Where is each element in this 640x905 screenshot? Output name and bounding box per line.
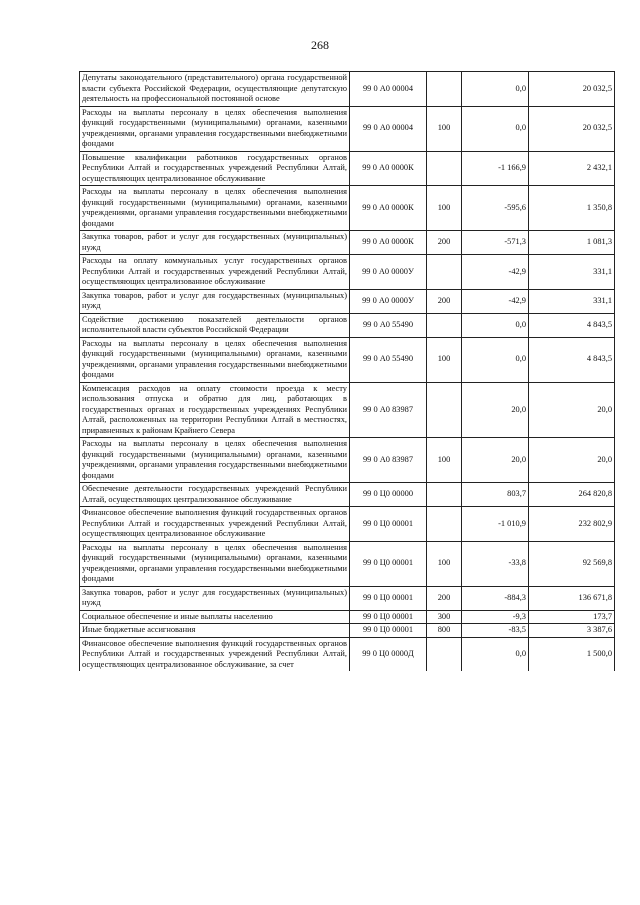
row-change-cell: 0,0	[462, 72, 529, 107]
row-total-cell: 20 032,5	[529, 106, 615, 151]
row-total-cell: 2 432,1	[529, 151, 615, 186]
row-name-cell: Содействие достижению показателей деятельности органов исполнительной власти субъектов Российской Федерации	[80, 313, 350, 337]
row-change-cell: 0,0	[462, 637, 529, 671]
row-code-cell: 99 0 Ц0 00001	[350, 586, 427, 610]
row-type-cell: 200	[427, 289, 462, 313]
row-change-cell: 0,0	[462, 106, 529, 151]
row-code-cell: 99 0 А0 83987	[350, 438, 427, 483]
table-row	[80, 337, 615, 382]
row-code-cell: 99 0 А0 00004	[350, 72, 427, 107]
page-number: 268	[311, 38, 329, 52]
row-total-cell: 4 843,5	[529, 313, 615, 337]
row-change-cell: -1 010,9	[462, 507, 529, 542]
row-name-cell: Повышение квалификации работников государственных органов Республики Алтай и государственных учреждений Республики Алтай, осуществляющих централизованное обслуживание	[80, 151, 350, 186]
row-total-cell: 173,7	[529, 610, 615, 624]
row-type-cell	[427, 72, 462, 107]
row-total-cell: 1 500,0	[529, 637, 615, 671]
row-name-cell: Компенсация расходов на оплату стоимости проезда к месту использования отпуска и обратно для лиц, работающих в государственных органах и государственных учреждениях Республики Алтай, расположенных на территории Республики Алтай в местностях, приравненных к районам Крайнего Севера	[80, 382, 350, 438]
row-name-cell: Финансовое обеспечение выполнения функций государственных органов Республики Алтай и государственных учреждений Республики Алтай, осуществляющих централизованное обслуживание	[80, 507, 350, 542]
row-name-cell: Финансовое обеспечение выполнения функций государственных органов Республики Алтай и государственных учреждений Республики Алтай, осуществляющих централизованное обслуживание, за счет	[80, 637, 350, 671]
row-change-cell: -595,6	[462, 186, 529, 231]
row-total-cell: 264 820,8	[529, 483, 615, 507]
row-change-cell: -83,5	[462, 624, 529, 638]
row-type-cell: 200	[427, 231, 462, 255]
table-row	[80, 586, 615, 610]
row-code-cell: 99 0 А0 0000У	[350, 255, 427, 290]
table-row	[80, 255, 615, 290]
row-name-cell: Депутаты законодательного (представительного) органа государственной власти субъекта Российской Федерации, осуществляющие депутатскую деятельность на профессиональной постоянной основе	[80, 72, 350, 107]
row-type-cell: 100	[427, 186, 462, 231]
row-type-cell	[427, 637, 462, 671]
row-total-cell: 331,1	[529, 255, 615, 290]
row-code-cell: 99 0 А0 00004	[350, 106, 427, 151]
budget-table-body	[80, 72, 615, 672]
table-row	[80, 313, 615, 337]
row-code-cell: 99 0 Ц0 00000	[350, 483, 427, 507]
table-row	[80, 106, 615, 151]
row-name-cell: Закупка товаров, работ и услуг для государственных (муниципальных) нужд	[80, 586, 350, 610]
row-code-cell: 99 0 Ц0 00001	[350, 610, 427, 624]
row-type-cell	[427, 151, 462, 186]
table-row	[80, 438, 615, 483]
row-name-cell: Расходы на выплаты персоналу в целях обеспечения выполнения функций государственными (муниципальными) органами, казенными учреждениями, органами управления государственными внебюджетными фондами	[80, 438, 350, 483]
row-type-cell	[427, 507, 462, 542]
table-row	[80, 72, 615, 107]
row-total-cell: 331,1	[529, 289, 615, 313]
row-total-cell: 232 802,9	[529, 507, 615, 542]
row-change-cell: -1 166,9	[462, 151, 529, 186]
row-change-cell: 803,7	[462, 483, 529, 507]
row-code-cell: 99 0 А0 0000К	[350, 151, 427, 186]
row-name-cell: Расходы на выплаты персоналу в целях обеспечения выполнения функций государственными (муниципальными) органами, казенными учреждениями, органами управления государственными внебюджетными фондами	[80, 541, 350, 586]
row-code-cell: 99 0 А0 83987	[350, 382, 427, 438]
row-code-cell: 99 0 А0 55490	[350, 337, 427, 382]
row-type-cell: 100	[427, 438, 462, 483]
row-change-cell: -33,8	[462, 541, 529, 586]
table-row	[80, 186, 615, 231]
row-type-cell: 100	[427, 541, 462, 586]
row-change-cell: 20,0	[462, 438, 529, 483]
row-change-cell: -9,3	[462, 610, 529, 624]
row-total-cell: 20,0	[529, 438, 615, 483]
row-change-cell: -884,3	[462, 586, 529, 610]
row-name-cell: Расходы на выплаты персоналу в целях обеспечения выполнения функций государственными (муниципальными) органами, казенными учреждениями, органами управления государственными внебюджетными фондами	[80, 106, 350, 151]
row-total-cell: 20 032,5	[529, 72, 615, 107]
row-type-cell	[427, 382, 462, 438]
row-name-cell: Расходы на оплату коммунальных услуг государственных органов Республики Алтай и государственных учреждений Республики Алтай, осуществляющих централизованное обслуживание	[80, 255, 350, 290]
row-total-cell: 1 081,3	[529, 231, 615, 255]
row-type-cell	[427, 483, 462, 507]
row-code-cell: 99 0 Ц0 00001	[350, 541, 427, 586]
row-type-cell	[427, 255, 462, 290]
row-type-cell: 100	[427, 106, 462, 151]
row-change-cell: 0,0	[462, 337, 529, 382]
row-change-cell: -42,9	[462, 255, 529, 290]
table-row	[80, 151, 615, 186]
table-row	[80, 289, 615, 313]
row-total-cell: 136 671,8	[529, 586, 615, 610]
row-code-cell: 99 0 Ц0 0000Д	[350, 637, 427, 671]
row-change-cell: -571,3	[462, 231, 529, 255]
row-code-cell: 99 0 Ц0 00001	[350, 507, 427, 542]
row-name-cell: Закупка товаров, работ и услуг для государственных (муниципальных) нужд	[80, 289, 350, 313]
row-code-cell: 99 0 Ц0 00001	[350, 624, 427, 638]
row-code-cell: 99 0 А0 0000К	[350, 231, 427, 255]
row-type-cell: 100	[427, 337, 462, 382]
row-type-cell: 200	[427, 586, 462, 610]
row-total-cell: 4 843,5	[529, 337, 615, 382]
row-name-cell: Закупка товаров, работ и услуг для государственных (муниципальных) нужд	[80, 231, 350, 255]
row-type-cell: 800	[427, 624, 462, 638]
row-total-cell: 92 569,8	[529, 541, 615, 586]
row-change-cell: 0,0	[462, 313, 529, 337]
table-row	[80, 507, 615, 542]
row-change-cell: -42,9	[462, 289, 529, 313]
row-name-cell: Обеспечение деятельности государственных учреждений Республики Алтай, осуществляющих централизованное обслуживание	[80, 483, 350, 507]
budget-table	[79, 71, 615, 671]
table-row	[80, 382, 615, 438]
row-total-cell: 20,0	[529, 382, 615, 438]
table-row	[80, 231, 615, 255]
row-code-cell: 99 0 А0 55490	[350, 313, 427, 337]
table-row	[80, 624, 615, 638]
row-name-cell: Расходы на выплаты персоналу в целях обеспечения выполнения функций государственными (муниципальными) органами, казенными учреждениями, органами управления государственными внебюджетными фондами	[80, 337, 350, 382]
row-total-cell: 1 350,8	[529, 186, 615, 231]
table-row	[80, 610, 615, 624]
row-name-cell: Иные бюджетные ассигнования	[80, 624, 350, 638]
row-name-cell: Расходы на выплаты персоналу в целях обеспечения выполнения функций государственными (муниципальными) органами, казенными учреждениями, органами управления государственными внебюджетными фондами	[80, 186, 350, 231]
table-row	[80, 483, 615, 507]
row-type-cell	[427, 313, 462, 337]
row-code-cell: 99 0 А0 0000У	[350, 289, 427, 313]
table-row	[80, 541, 615, 586]
table-row	[80, 637, 615, 671]
row-change-cell: 20,0	[462, 382, 529, 438]
row-code-cell: 99 0 А0 0000К	[350, 186, 427, 231]
row-name-cell: Социальное обеспечение и иные выплаты населению	[80, 610, 350, 624]
row-total-cell: 3 387,6	[529, 624, 615, 638]
row-type-cell: 300	[427, 610, 462, 624]
